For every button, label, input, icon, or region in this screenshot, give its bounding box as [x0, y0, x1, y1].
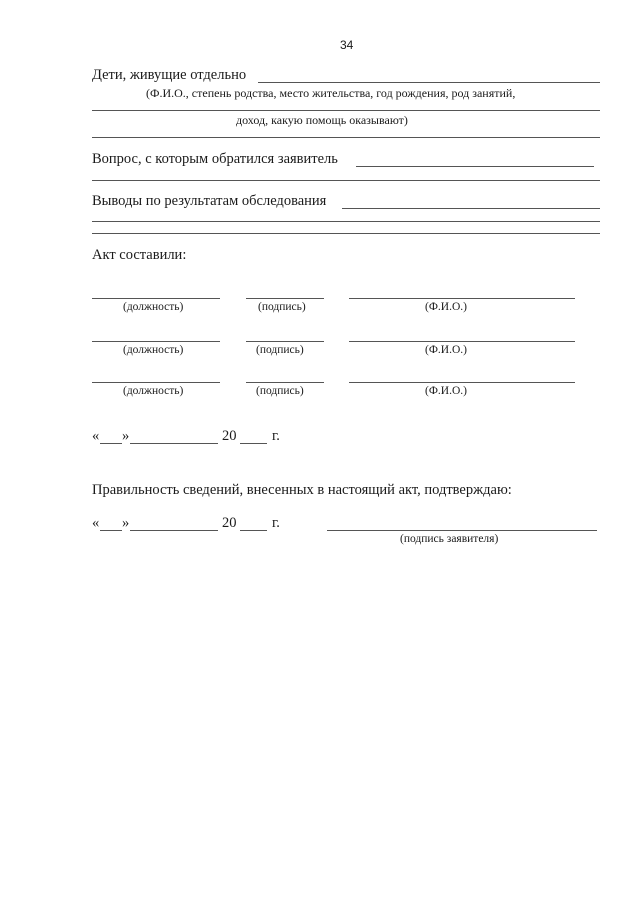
question-line-2[interactable] — [92, 180, 600, 181]
date-month-line[interactable] — [130, 443, 218, 444]
conclusions-input-line[interactable] — [342, 208, 600, 209]
signature-caption: (подпись) — [258, 301, 306, 313]
date-quote-open: « — [92, 428, 100, 444]
signature-caption: (подпись) — [256, 344, 304, 356]
children-hint-2: доход, какую помощь оказывают) — [236, 113, 408, 127]
signature-line[interactable] — [246, 341, 324, 342]
conclusions-label: Выводы по результатам обследования — [92, 193, 327, 209]
signature-caption: (подпись) — [256, 385, 304, 397]
position-line[interactable] — [92, 382, 220, 383]
name-line[interactable] — [349, 382, 575, 383]
children-line-2[interactable] — [92, 110, 600, 111]
position-caption: (должность) — [123, 385, 184, 397]
date-year-suffix: г. — [272, 515, 280, 531]
children-hint-1: (Ф.И.О., степень родства, место жительства, год рождения, род занятий, — [146, 86, 516, 100]
children-label: Дети, живущие отдельно — [92, 67, 247, 83]
question-input-line[interactable] — [356, 166, 594, 167]
page-number: 34 — [340, 38, 354, 52]
position-line[interactable] — [92, 298, 220, 299]
date-year-line[interactable] — [240, 530, 267, 531]
date-year-line[interactable] — [240, 443, 267, 444]
date-month-line[interactable] — [130, 530, 218, 531]
conclusions-line-3[interactable] — [92, 233, 600, 234]
conclusions-line-2[interactable] — [92, 221, 600, 222]
position-caption: (должность) — [123, 301, 184, 313]
position-caption: (должность) — [123, 344, 184, 356]
date-year-prefix: 20 — [222, 515, 237, 531]
date-day-line[interactable] — [100, 530, 122, 531]
signature-line[interactable] — [246, 298, 324, 299]
date-year-suffix: г. — [272, 428, 280, 444]
signature-line[interactable] — [246, 382, 324, 383]
children-input-line[interactable] — [258, 82, 600, 83]
name-line[interactable] — [349, 298, 575, 299]
applicant-signature-caption: (подпись заявителя) — [400, 533, 499, 545]
date-year-prefix: 20 — [222, 428, 237, 444]
date-quote-open: « — [92, 515, 100, 531]
confirm-label: Правильность сведений, внесенных в настоящий акт, подтверждаю: — [92, 482, 512, 498]
act-compiled-label: Акт составили: — [92, 247, 187, 263]
name-line[interactable] — [349, 341, 575, 342]
children-line-3[interactable] — [92, 137, 600, 138]
name-caption: (Ф.И.О.) — [425, 385, 467, 397]
date-quote-close: » — [122, 515, 130, 531]
applicant-signature-line[interactable] — [327, 530, 597, 531]
position-line[interactable] — [92, 341, 220, 342]
date-day-line[interactable] — [100, 443, 122, 444]
question-label: Вопрос, с которым обратился заявитель — [92, 151, 338, 167]
name-caption: (Ф.И.О.) — [425, 344, 467, 356]
date-quote-close: » — [122, 428, 130, 444]
name-caption: (Ф.И.О.) — [425, 301, 467, 313]
